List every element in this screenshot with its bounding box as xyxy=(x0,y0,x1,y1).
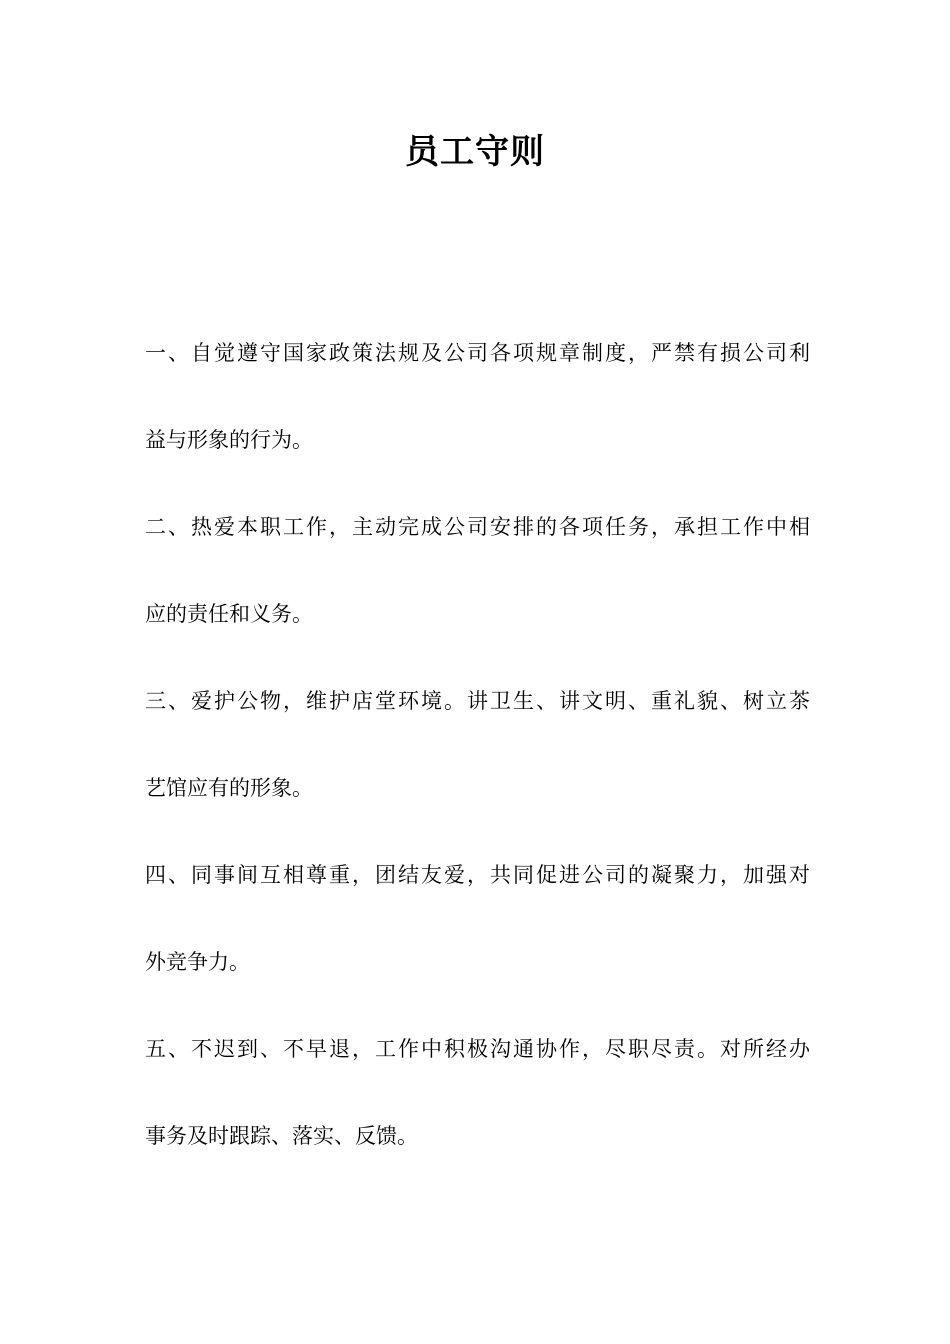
rule-item-5 xyxy=(145,1006,810,1180)
rule-1-line-1: 一、自觉遵守国家政策法规及公司各项规章制度，严禁有损公司利 xyxy=(145,341,810,365)
rule-item-2 xyxy=(145,484,810,658)
rule-3-line-2: 艺馆应有的形象。 xyxy=(145,776,313,800)
rule-3-line-1: 三、爱护公物，维护店堂环境。讲卫生、讲文明、重礼貌、树立茶 xyxy=(145,689,810,713)
rule-item-1 xyxy=(145,310,810,484)
rule-1-line-2: 益与形象的行为。 xyxy=(145,428,313,452)
rule-item-3 xyxy=(145,658,810,832)
page-title: 员工守则 xyxy=(405,132,545,172)
rule-4-line-1: 四、同事间互相尊重，团结友爱，共同促进公司的凝聚力，加强对 xyxy=(145,863,810,887)
rule-2-line-2: 应的责任和义务。 xyxy=(145,602,313,626)
rule-4-line-2: 外竞争力。 xyxy=(145,950,250,974)
rule-2-line-1: 二、热爱本职工作，主动完成公司安排的各项任务，承担工作中相 xyxy=(145,515,810,539)
rule-5-line-2: 事务及时跟踪、落实、反馈。 xyxy=(145,1124,418,1148)
rule-5-line-1: 五、不迟到、不早退，工作中积极沟通协作，尽职尽责。对所经办 xyxy=(145,1037,810,1061)
rules-list xyxy=(145,310,810,1180)
rule-item-4 xyxy=(145,832,810,1006)
